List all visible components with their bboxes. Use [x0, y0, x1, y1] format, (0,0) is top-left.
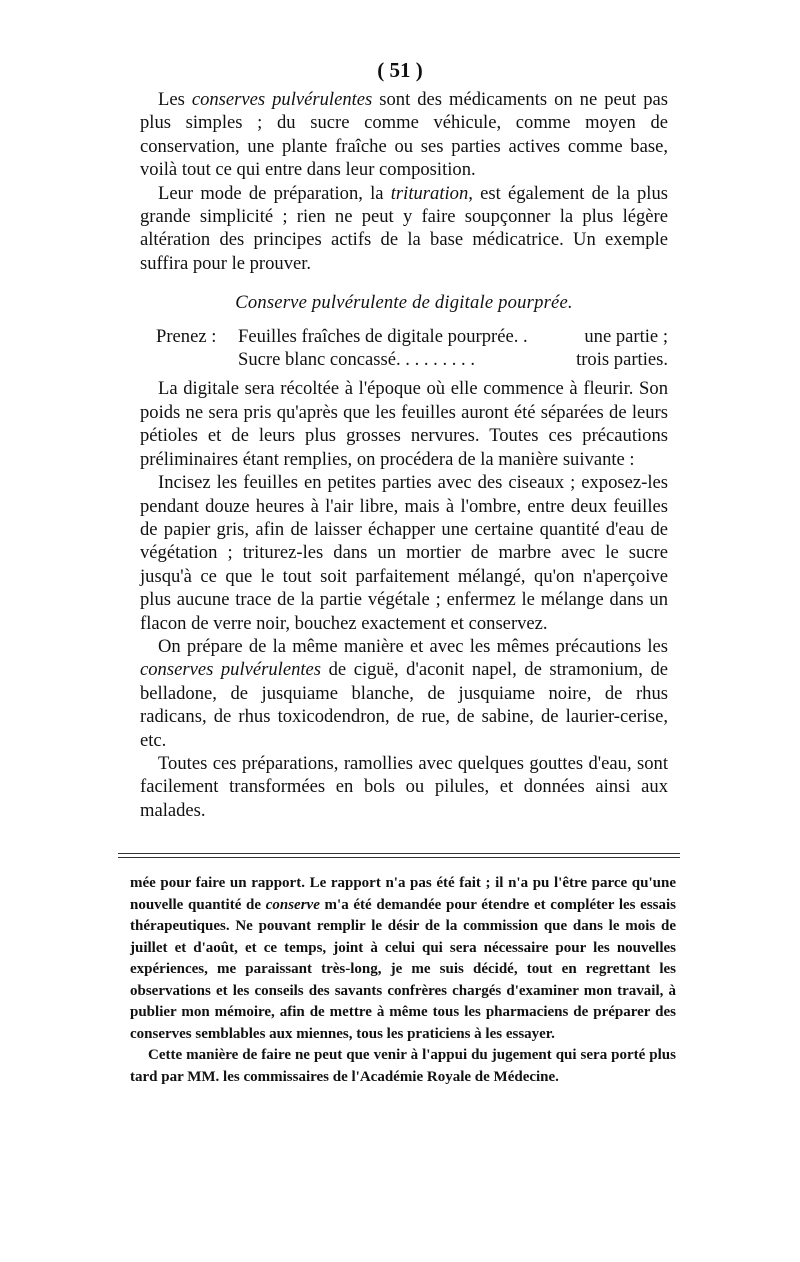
recipe-title: Conserve pulvérulente de digitale pourprée.	[235, 292, 573, 314]
paragraph-conclusion: Toutes ces préparations, ramollies avec quelques gouttes d'eau, sont facilement transformées en bols ou pilules, et données ainsi aux malades.	[140, 752, 668, 821]
footnote-paragraph-closing: Cette manière de faire ne peut que venir à l'appui du jugement qui sera porté plus tard par MM. les commissaires de l'Académie Royale de Médecine.	[130, 1047, 676, 1085]
italic-term: conserves pulvérulentes	[140, 659, 322, 681]
text-run: On prépare de la même manière et avec les mêmes précautions les	[158, 635, 668, 657]
italic-term: trituration,	[390, 182, 473, 204]
text-run: sont des médicaments on ne peut pas plus simples ; du sucre comme véhicule, comme moyen de conservation, une plante fraîche ou ses parties actives comme base, voilà tout ce qui entre dans leur composition.	[140, 89, 668, 181]
text-run: est également de la plus grande simplicité ; rien ne peut y faire soupçonner la plus légère altération des principes actifs de la base médicatrice. Un exemple suffira pour le prouver.	[140, 182, 668, 274]
italic-term: conserves pulvérulentes	[191, 89, 373, 110]
text-run: mée pour faire un rapport. Le rapport n'a pas été fait ; il n'a pu l'être parce qu'une nouvelle quantité de	[130, 875, 676, 913]
recipe	[156, 325, 668, 372]
paragraph-other-conserves	[140, 635, 668, 752]
text-run: m'a été demandée pour étendre et compléter les essais thérapeutiques. Ne pouvant remplir le désir de la commission que dans le mois de juillet et d'août, et ce temps, joint à celui qui sera nécessaire pour les nouvelles expériences, me paraissant très-long, je me suis décidé, tout en regrettant les observations et les conseils des savants confrères chargés d'examiner mon travail, à publier mon mémoire, afin de mettre à même tous les pharmaciens de préparer des conserves semblables aux miennes, tous les praticiens à les essayer.	[130, 896, 676, 1042]
paragraph-preparation	[140, 182, 668, 276]
footnote-divider-top	[118, 853, 680, 854]
recipe-label: Prenez :	[156, 325, 217, 347]
paragraph-harvest: La digitale sera récoltée à l'époque où elle commence à fleurir. Son poids ne sera pris qu'après que les feuilles auront été séparées de leurs pétioles et de leurs plus grosses nervures. Toutes ces précautions préliminaires étant remplies, on procédera de la manière suivante :	[140, 378, 668, 470]
recipe-row	[156, 348, 668, 371]
footnote-divider-bottom	[118, 857, 680, 858]
footnote-paragraph	[130, 873, 676, 1045]
paragraph-intro	[140, 88, 668, 182]
text-run: de ciguë, d'aconit napel, de stramonium, de belladone, de jusquiame blanche, de jusquiame noire, de rhus radicans, de rhus toxicodendron, de rue, de sabine, de laurier-cerise, etc.	[140, 659, 668, 751]
recipe-ingredient: Feuilles fraîches de digitale pourprée. .	[238, 325, 528, 347]
italic-term: conserve	[265, 896, 320, 913]
main-text	[140, 88, 668, 822]
recipe-ingredient: Sucre blanc concassé. . . . . . . . .	[238, 349, 475, 371]
recipe-row	[156, 325, 668, 348]
text-run: Les	[158, 89, 192, 110]
recipe-quantity: trois parties.	[576, 349, 668, 371]
footnote	[130, 873, 676, 1088]
paragraph-method: Incisez les feuilles en petites parties avec des ciseaux ; exposez-les pendant douze heures à l'air libre, mais à l'ombre, entre deux feuilles de papier gris, afin de laisser échapper une certaine quantité d'eau de végétation ; triturez-les dans un mortier de marbre avec le sucre jusqu'à ce que le tout soit parfaitement mélangé, qu'on n'aperçoive plus aucune trace de la partie végétale ; enfermez le mélange dans un flacon de verre noir, bouchez exactement et conservez.	[140, 472, 668, 634]
text-run: Leur mode de préparation, la	[158, 182, 391, 204]
recipe-label-spacer	[156, 348, 238, 371]
recipe-quantity: une partie ;	[584, 325, 668, 347]
page-number: ( 51 )	[377, 58, 423, 82]
